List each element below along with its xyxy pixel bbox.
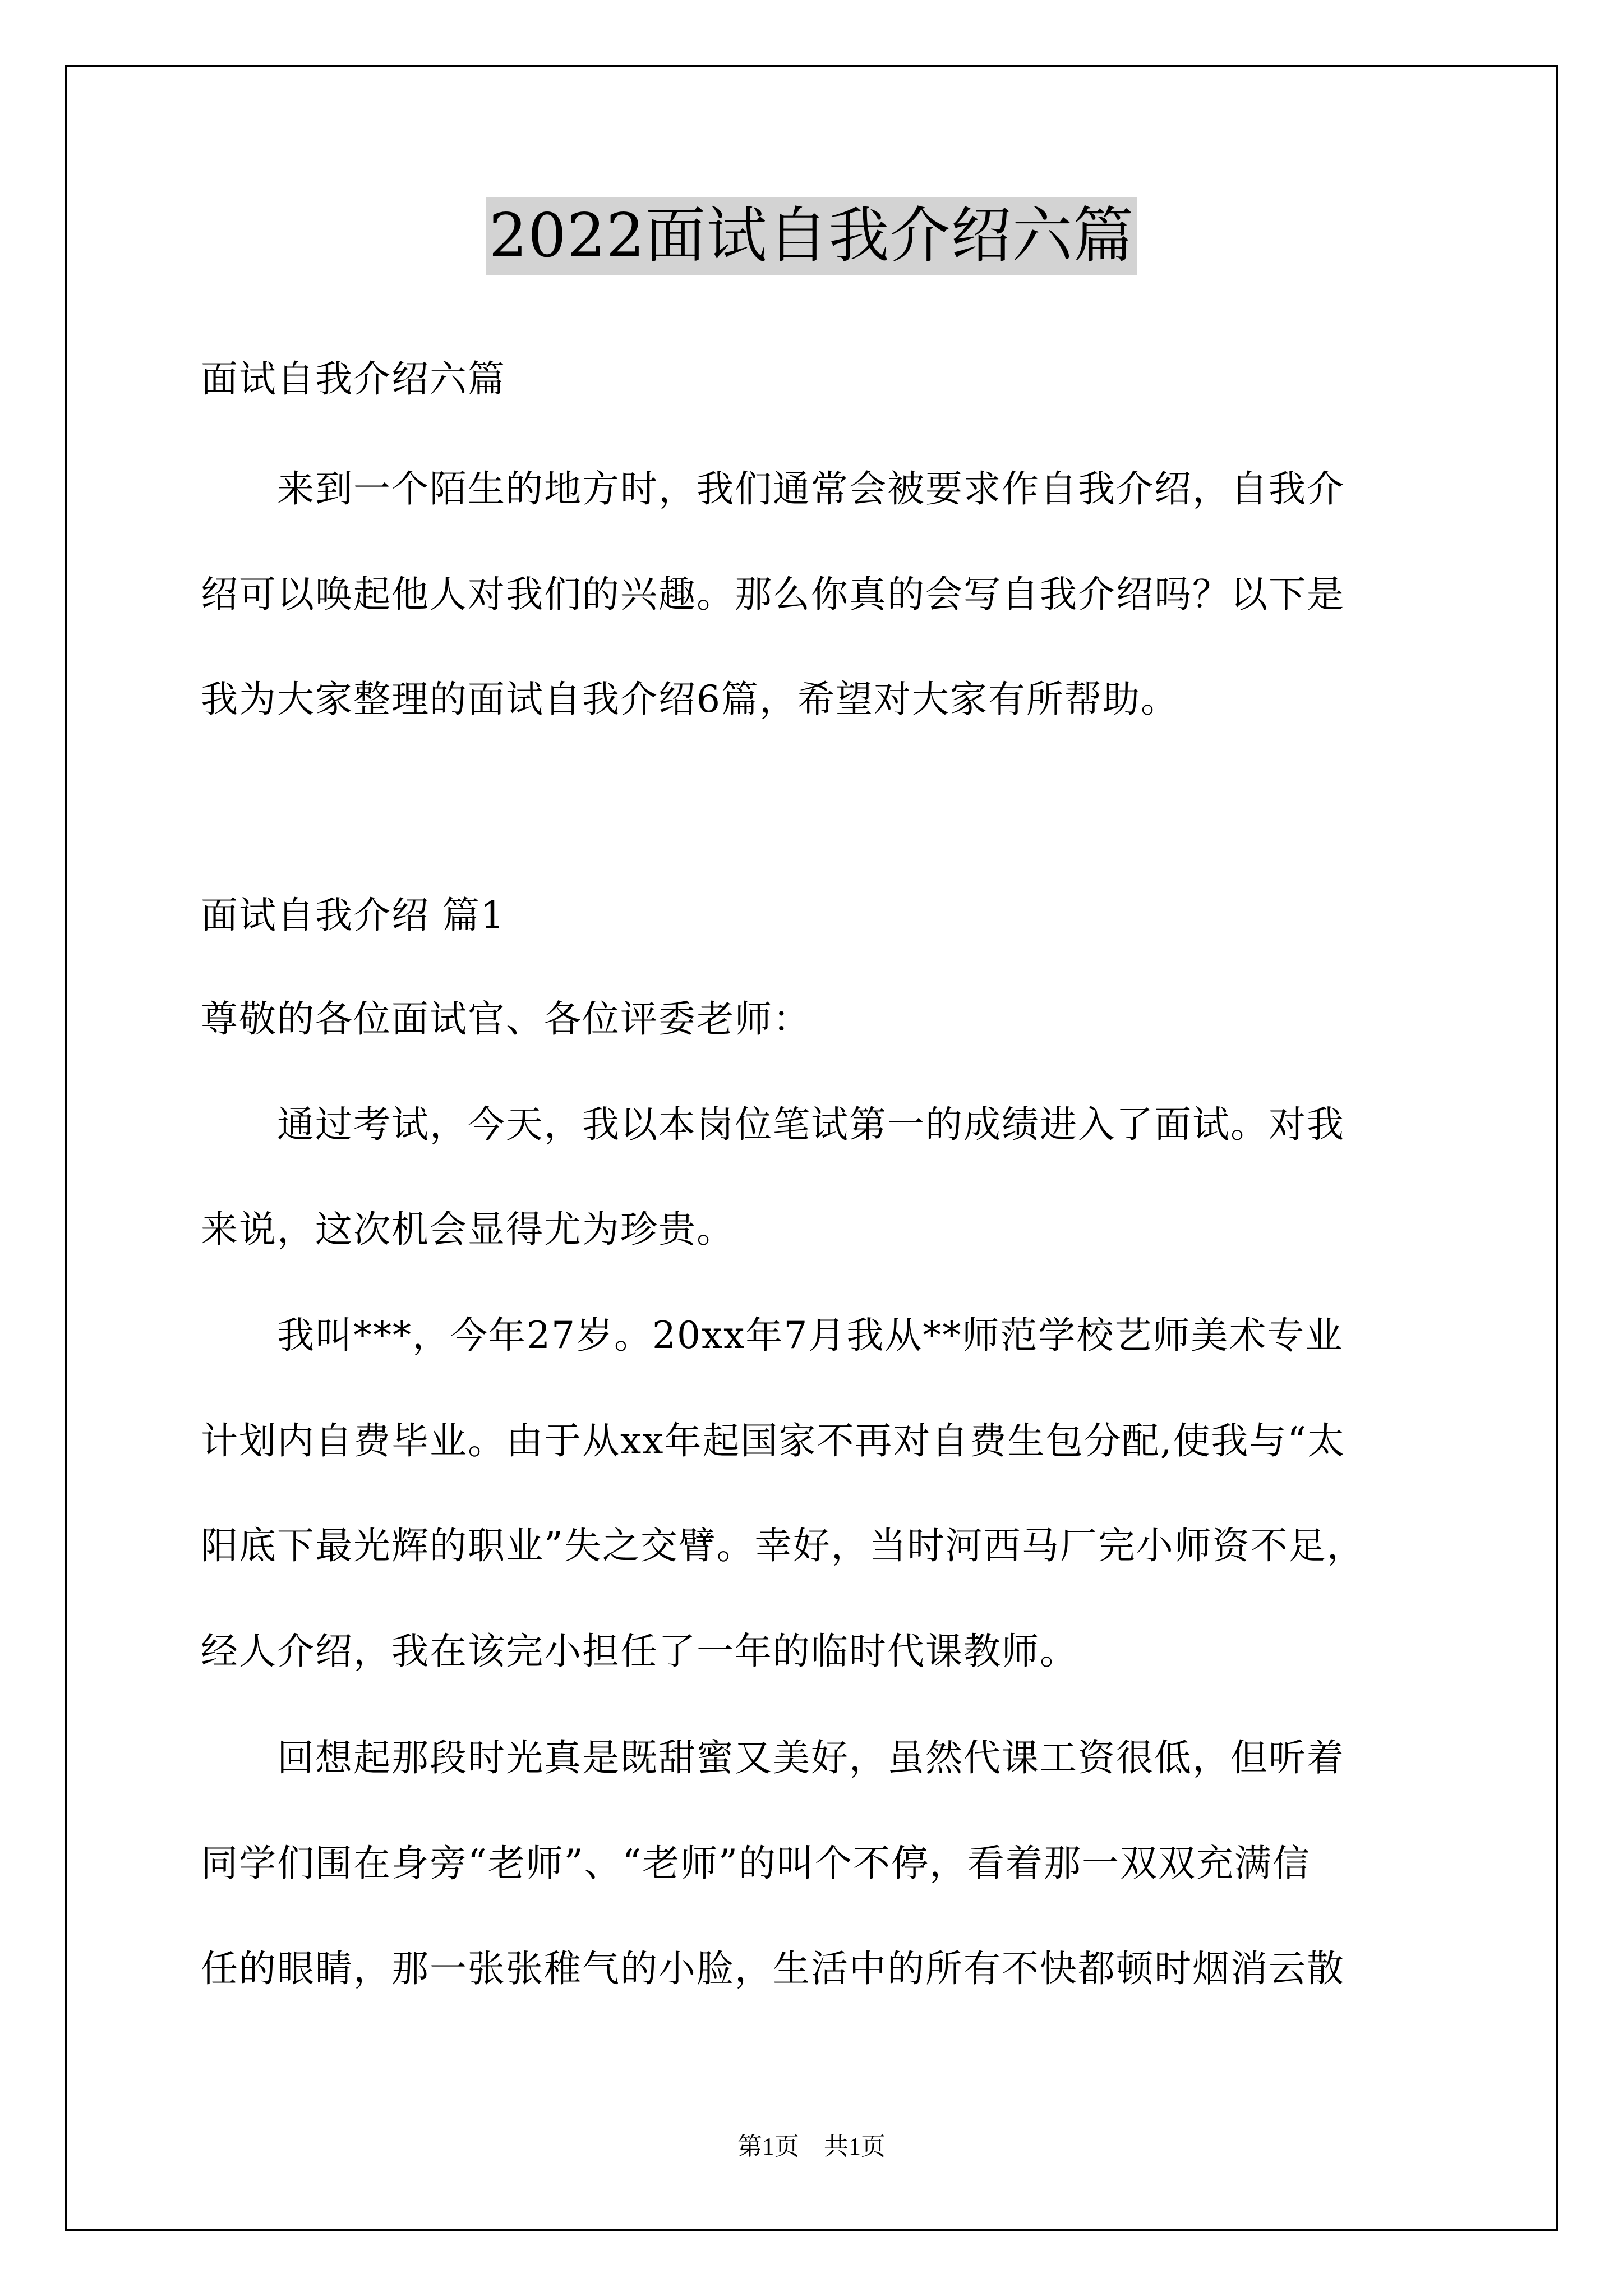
paragraph-line: 同学们围在身旁“老师”、“老师”的叫个不停，看着那一双双充满信 — [201, 1842, 1311, 1885]
paragraph-line: 我叫***，今年27岁。20xx年7月我从**师范学校艺师美术专业 — [201, 1314, 1344, 1357]
paragraph-line: 任的眼睛，那一张张稚气的小脸，生活中的所有不快都顿时烟消云散 — [201, 1947, 1345, 1990]
paragraph-line: 经人介绍，我在该完小担任了一年的临时代课教师。 — [201, 1630, 1078, 1673]
section-heading: 面试自我介绍六篇 — [201, 357, 506, 401]
paragraph-line: 计划内自费毕业。由于从xx年起国家不再对自费生包分配,使我与“太 — [201, 1419, 1346, 1462]
section-heading: 面试自我介绍 篇1 — [201, 894, 505, 937]
paragraph-line: 阳底下最光辉的职业”失之交臂。幸好，当时河西马厂完小师资不足， — [201, 1524, 1365, 1567]
document-title-wrap — [0, 197, 1623, 275]
paragraph-line: 我为大家整理的面试自我介绍6篇，希望对大家有所帮助。 — [201, 678, 1179, 721]
document-title: 2022面试自我介绍六篇 — [486, 197, 1138, 275]
salutation: 尊敬的各位面试官、各位评委老师： — [201, 997, 811, 1041]
paragraph-line: 绍可以唤起他人对我们的兴趣。那么你真的会写自我介绍吗？以下是 — [201, 573, 1345, 616]
paragraph-line: 通过考试，今天，我以本岗位笔试第一的成绩进入了面试。对我 — [201, 1103, 1345, 1146]
paragraph-line: 来说，这次机会显得尤为珍贵。 — [201, 1208, 735, 1251]
page-footer: 第1页 共1页 — [737, 2133, 886, 2160]
paragraph-line: 来到一个陌生的地方时，我们通常会被要求作自我介绍，自我介 — [201, 467, 1345, 510]
paragraph-line: 回想起那段时光真是既甜蜜又美好，虽然代课工资很低，但听着 — [201, 1736, 1345, 1779]
